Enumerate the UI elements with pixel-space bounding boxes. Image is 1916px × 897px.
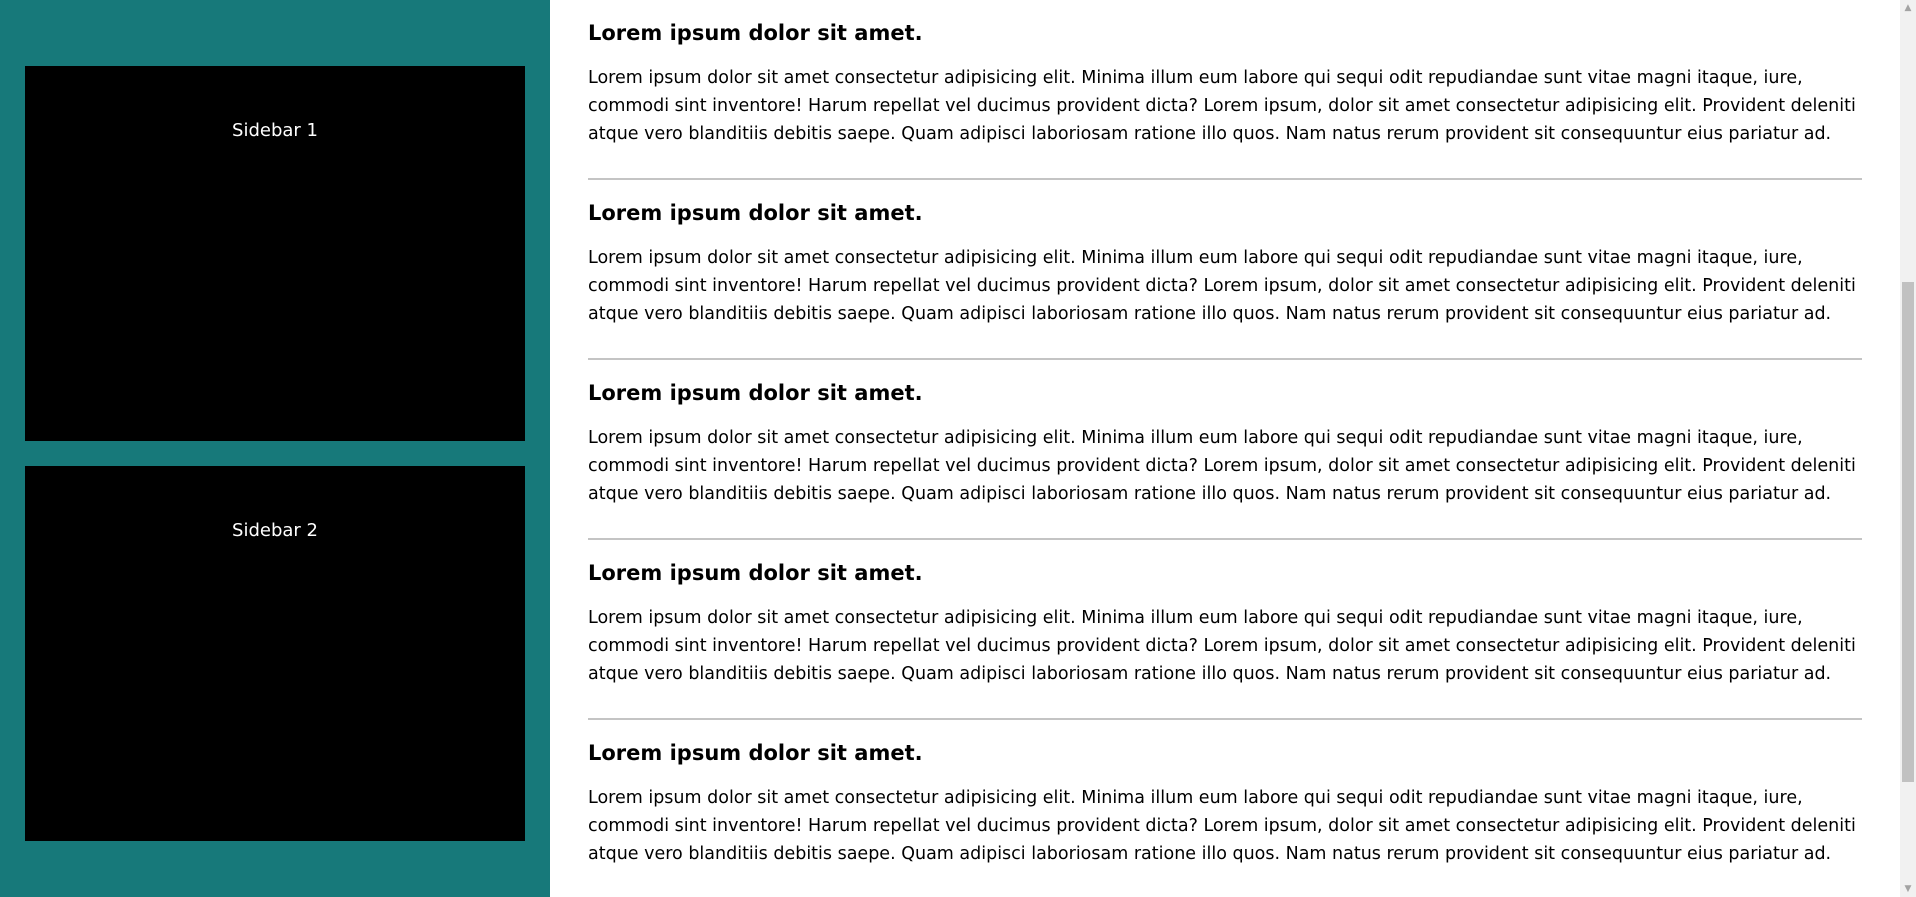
scroll-up-arrow-icon[interactable]: ▲ xyxy=(1904,3,1912,13)
sidebar-1-box xyxy=(25,66,525,441)
article xyxy=(588,540,1862,720)
article-body: Lorem ipsum dolor sit amet consectetur adipisicing elit. Minima illum eum labore qui sequi odit repudiandae sunt vitae magni itaque, iure, commodi sint inventore! Harum repellat vel ducimus provident dicta? Lorem ipsum, dolor sit amet consectetur adipisicing elit. Provident deleniti atque vero blanditiis debitis saepe. Quam adipisci laboriosam ratione illo quos. Nam natus rerum provident sit consequuntur eius pariatur ad. xyxy=(588,788,1856,864)
article-title: Lorem ipsum dolor sit amet. xyxy=(588,381,923,405)
main-content xyxy=(588,0,1862,897)
sidebar-1-label: Sidebar 1 xyxy=(232,120,318,141)
article xyxy=(588,360,1862,540)
article xyxy=(588,720,1862,897)
sidebar-2-label: Sidebar 2 xyxy=(232,520,318,541)
article-title: Lorem ipsum dolor sit amet. xyxy=(588,741,923,765)
article xyxy=(588,0,1862,180)
article-body: Lorem ipsum dolor sit amet consectetur adipisicing elit. Minima illum eum labore qui sequi odit repudiandae sunt vitae magni itaque, iure, commodi sint inventore! Harum repellat vel ducimus provident dicta? Lorem ipsum, dolor sit amet consectetur adipisicing elit. Provident deleniti atque vero blanditiis debitis saepe. Quam adipisci laboriosam ratione illo quos. Nam natus rerum provident sit consequuntur eius pariatur ad. xyxy=(588,248,1856,324)
scroll-down-arrow-icon[interactable]: ▼ xyxy=(1904,884,1912,894)
article-title: Lorem ipsum dolor sit amet. xyxy=(588,561,923,585)
article-body: Lorem ipsum dolor sit amet consectetur adipisicing elit. Minima illum eum labore qui sequi odit repudiandae sunt vitae magni itaque, iure, commodi sint inventore! Harum repellat vel ducimus provident dicta? Lorem ipsum, dolor sit amet consectetur adipisicing elit. Provident deleniti atque vero blanditiis debitis saepe. Quam adipisci laboriosam ratione illo quos. Nam natus rerum provident sit consequuntur eius pariatur ad. xyxy=(588,68,1856,144)
scrollbar-thumb[interactable] xyxy=(1902,282,1914,782)
article-title: Lorem ipsum dolor sit amet. xyxy=(588,21,923,45)
article-body: Lorem ipsum dolor sit amet consectetur adipisicing elit. Minima illum eum labore qui sequi odit repudiandae sunt vitae magni itaque, iure, commodi sint inventore! Harum repellat vel ducimus provident dicta? Lorem ipsum, dolor sit amet consectetur adipisicing elit. Provident deleniti atque vero blanditiis debitis saepe. Quam adipisci laboriosam ratione illo quos. Nam natus rerum provident sit consequuntur eius pariatur ad. xyxy=(588,608,1856,684)
vertical-scrollbar[interactable] xyxy=(1900,0,1916,897)
sidebar-2-box xyxy=(25,466,525,841)
article-body: Lorem ipsum dolor sit amet consectetur adipisicing elit. Minima illum eum labore qui sequi odit repudiandae sunt vitae magni itaque, iure, commodi sint inventore! Harum repellat vel ducimus provident dicta? Lorem ipsum, dolor sit amet consectetur adipisicing elit. Provident deleniti atque vero blanditiis debitis saepe. Quam adipisci laboriosam ratione illo quos. Nam natus rerum provident sit consequuntur eius pariatur ad. xyxy=(588,428,1856,504)
article xyxy=(588,180,1862,360)
sidebar-column xyxy=(0,0,550,897)
article-title: Lorem ipsum dolor sit amet. xyxy=(588,201,923,225)
